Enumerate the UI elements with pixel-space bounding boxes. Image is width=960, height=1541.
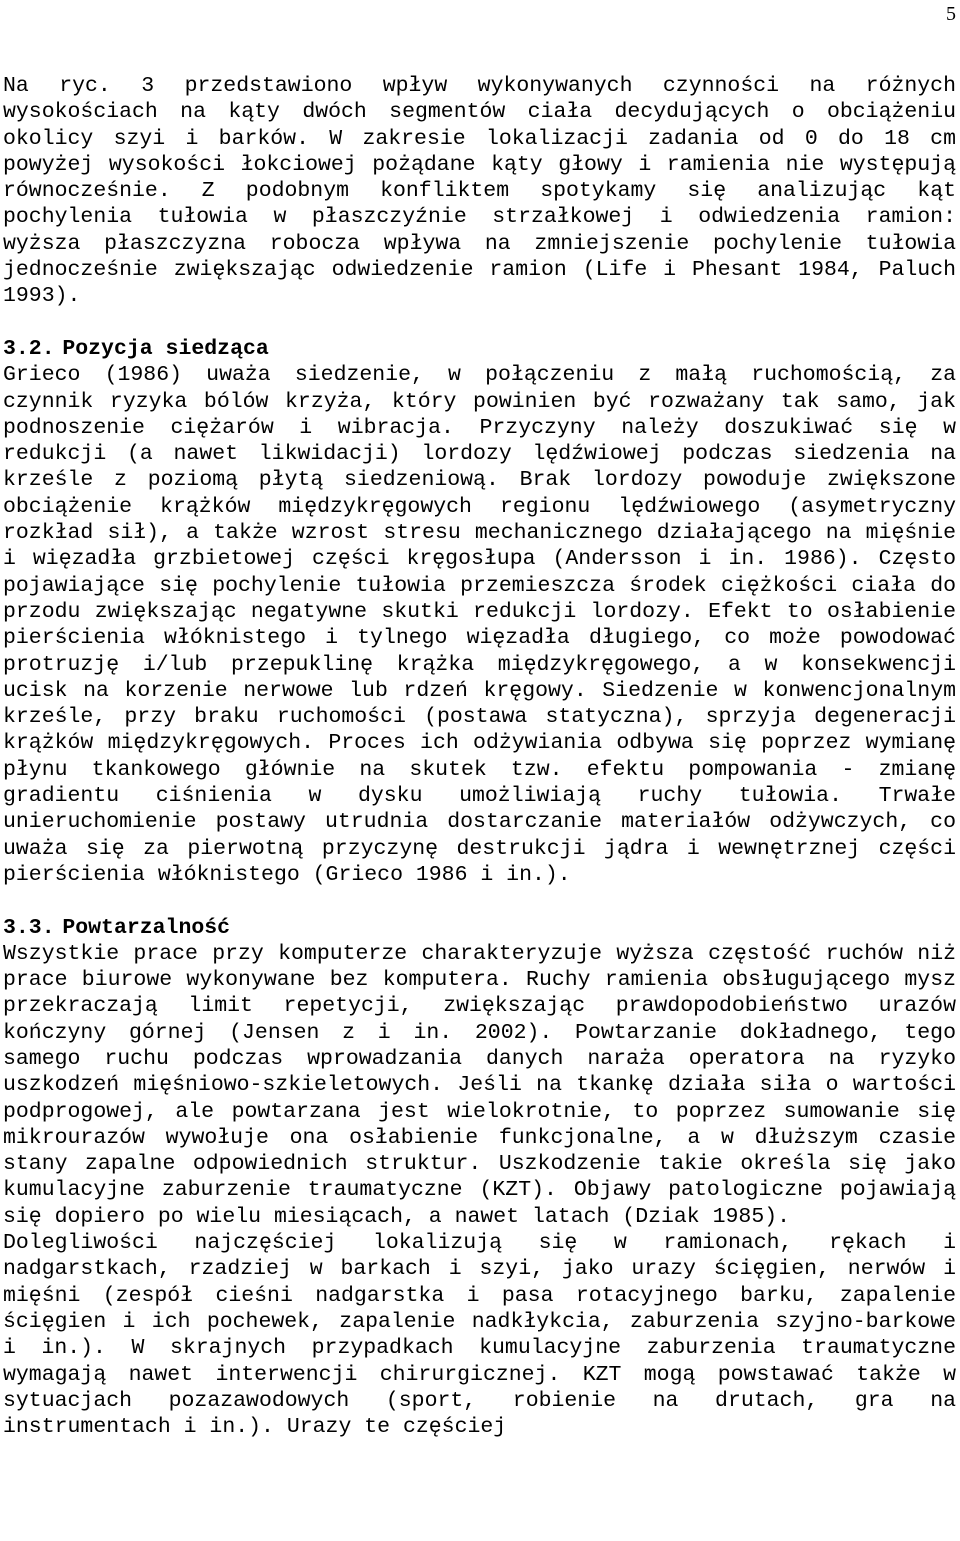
section-title: Pozycja siedząca — [62, 336, 269, 361]
intro-paragraph: Na ryc. 3 przedstawiono wpływ wykonywanych czynności na różnych wysokościach na kąty dwóch segmentów ciała decydujących o obciążeniu okolicy szyi i barków. W zakresie lokalizacji zadania od 0 do 18 cm powyżej wysokości łokciowej pożądane kąty głowy i ramienia nie występują równocześnie. Z podobnym konfliktem spotykamy się analizując kąt pochylenia tułowia w płaszczyźnie strzałkowej i odwiedzenia ramion: wyższa płaszczyzna robocza wpływa na zmniejszenie pochylenie tułowia jednocześnie zwiększając odwiedzenie ramion (Life i Phesant 1984, Paluch 1993). — [3, 74, 956, 309]
section-number: 3.3. — [3, 915, 55, 940]
section-3-3-paragraph-2: Dolegliwości najczęściej lokalizują się w ramionach, rękach i nadgarstkach, rzadziej w barkach i szyi, jako urazy ścięgien, nerwów i mięśni (zespół cieśni nadgarstka i pasa rotacyjnego barku, zapalenie ścięgien i ich pochewek, zapalenie nadkłykcia, zaburzenia szyjno-barkowe i in.). W skrajnych przypadkach kumulacyjne zaburzenia traumatyczne wymagają nawet interwencji chirurgicznej. KZT mogą powstawać także w sytuacjach pozazawodowych (sport, robienie na drutach, gra na instrumentach i in.). Urazy te częściej — [3, 1231, 956, 1440]
page-number: 5 — [946, 3, 956, 25]
section-3-2-paragraph: Grieco (1986) uważa siedzenie, w połączeniu z małą ruchomością, za czynnik ryzyka bólów krzyża, który powinien być rozważany tak samo, jak podnoszenie ciężarów i wibracja. Przyczyny należy doszukiwać się w redukcji (a nawet likwidacji) lordozy lędźwiowej podczas siedzenia na krześle z poziomą płytą siedzeniową. Brak lordozy powoduje zwiększone obciążenie krążków międzykręgowych regionu lędźwiowego (asymetryczny rozkład sił), a także wzrost stresu mechanicznego działającego na mięśnie i więzadła grzbietowej części kręgosłupa (Andersson i in. 1986). Często pojawiające się pochylenie tułowia przemieszcza środek ciężkości ciała do przodu zwiększając negatywne skutki redukcji lordozy. Efekt to osłabienie pierścienia włóknistego i tylnego więzadła długiego, co może powodować protruzję i/lub przepuklinę krążka międzykręgowego, a w konsekwencji ucisk na korzenie nerwowe lub rdzeń kręgowy. Siedzenie w konwencjonalnym krześle, przy braku ruchomości (postawa statyczna), sprzyja degeneracji krążków międzykręgowych. Proces ich odżywiania odbywa się poprzez wymianę płynu tkankowego głównie na skutek tzw. efektu pompowania - zmianę gradientu ciśnienia w dysku umożliwiają ruchy tułowia. Trwałe unieruchomienie postawy utrudnia dostarczanie materiałów odżywczych, co uważa się za pierwotną przyczynę destrukcji jądra i wewnętrznej części pierścienia włóknistego (Grieco 1986 i in.). — [3, 363, 956, 887]
section-heading-3-2 — [3, 336, 956, 362]
section-number: 3.2. — [3, 336, 55, 361]
document-body — [3, 73, 956, 1440]
section-3-3-paragraph-1: Wszystkie prace przy komputerze charakteryzuje wyższa częstość ruchów niż prace biurowe wykonywane bez komputera. Ruchy ramienia obsługującego mysz przekraczają limit repetycji, zwiększając prawdopodobieństwo urazów kończyny górnej (Jensen z i in. 2002). Powtarzanie dokładnego, tego samego ruchu podczas wprowadzania danych naraża operatora na ryzyko uszkodzeń mięśniowo-szkieletowych. Jeśli na tkankę działa siła o wartości podprogowej, ale powtarzana jest wielokrotnie, to poprzez sumowanie się mikrourazów wywołuje ona osłabienie funkcjonalne, a w dłuższym czasie stany zapalne odpowiednich struktur. Uszkodzenie takie określa się jako kumulacyjne zaburzenie traumatyczne (KZT). Objawy patologiczne pojawiają się dopiero po wielu miesiącach, a nawet latach (Dziak 1985). — [3, 941, 956, 1229]
section-title: Powtarzalność — [62, 915, 231, 940]
section-heading-3-3 — [3, 915, 956, 941]
